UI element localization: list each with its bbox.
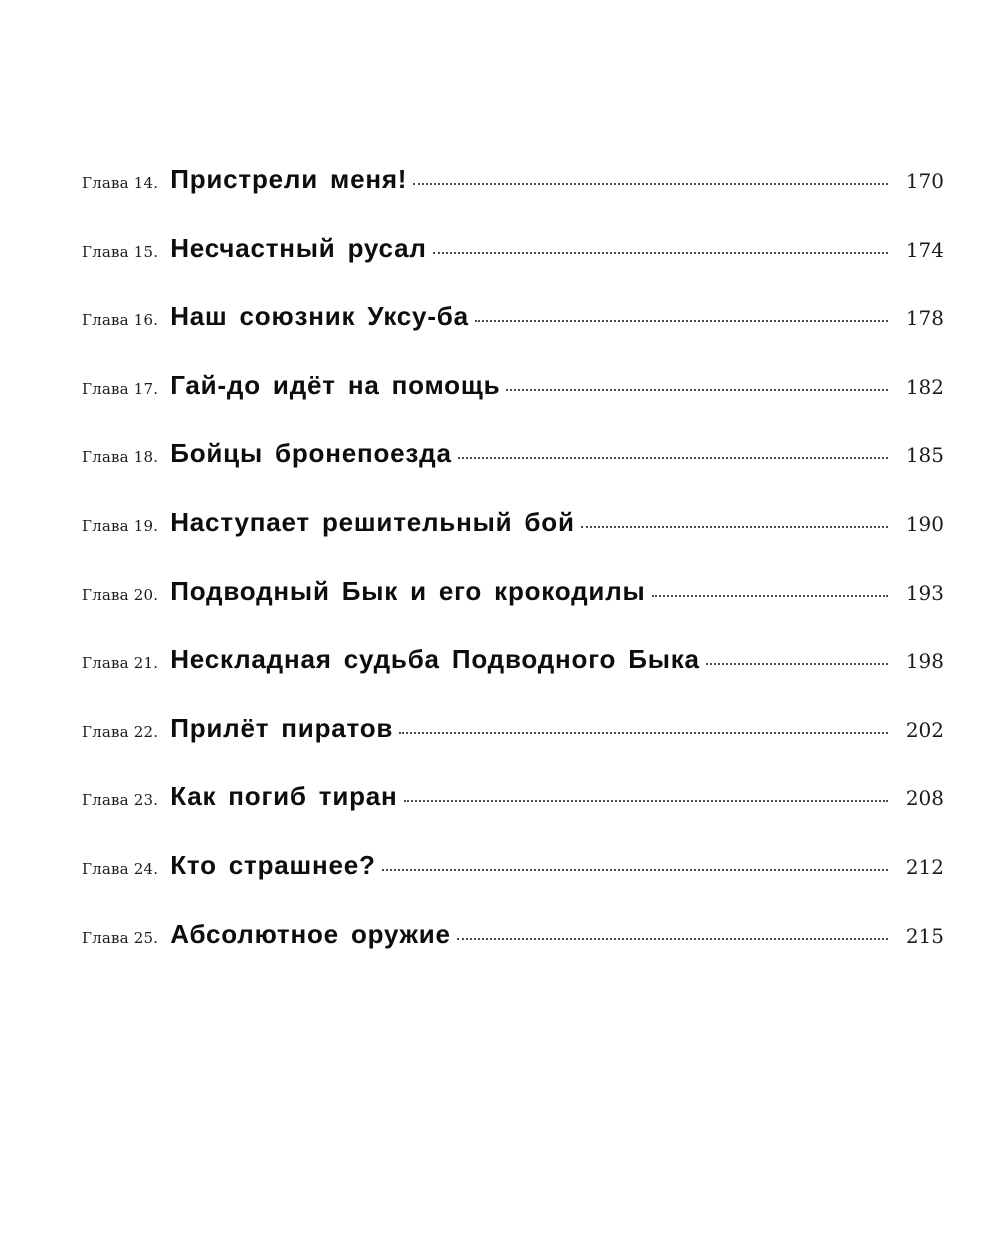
chapter-label: Глава 14. <box>82 174 159 192</box>
page-number: 178 <box>905 306 944 331</box>
dot-leader <box>382 869 888 871</box>
chapter-title: Как погиб тиран <box>170 781 398 812</box>
page-number: 182 <box>905 374 944 399</box>
chapter-title: Несчастный русал <box>170 232 427 263</box>
dot-leader <box>457 938 888 940</box>
chapter-label: Глава 20. <box>82 585 159 604</box>
chapter-label: Глава 23. <box>82 791 159 810</box>
chapter-label: Глава 25. <box>82 928 159 947</box>
chapter-label: Глава 15. <box>82 242 159 261</box>
toc-entry-23[interactable] <box>82 781 944 850</box>
chapter-label: Глава 19. <box>82 516 159 535</box>
toc-entry-21[interactable] <box>82 644 944 713</box>
toc-entry-15[interactable] <box>82 233 944 302</box>
page-number: 215 <box>905 923 944 948</box>
chapter-title: Нескладная судьба Подводного Быка <box>170 644 700 675</box>
chapter-label: Глава 21. <box>82 654 159 673</box>
toc-entry-18[interactable] <box>82 438 944 507</box>
page-number: 185 <box>905 443 944 468</box>
chapter-title: Наш союзник Уксу-ба <box>170 301 469 332</box>
page-number: 174 <box>905 237 944 262</box>
dot-leader <box>458 457 888 459</box>
dot-leader <box>404 800 888 802</box>
chapter-title: Пристрели меня! <box>170 164 408 194</box>
dot-leader <box>399 732 888 734</box>
page-number: 198 <box>905 649 944 674</box>
page-number: 202 <box>905 717 944 742</box>
dot-leader <box>413 183 888 185</box>
toc-entry-22[interactable] <box>82 713 944 782</box>
page-number: 190 <box>905 511 944 536</box>
toc-entry-24[interactable] <box>82 850 944 919</box>
toc-entry-14[interactable] <box>82 164 944 233</box>
chapter-label: Глава 18. <box>82 448 159 467</box>
toc-entry-19[interactable] <box>82 507 944 576</box>
dot-leader <box>652 595 888 597</box>
toc-entry-25[interactable] <box>82 919 944 988</box>
dot-leader <box>706 663 888 665</box>
chapter-title: Кто страшнее? <box>170 849 376 880</box>
chapter-title: Наступает решительный бой <box>170 506 575 537</box>
chapter-label: Глава 22. <box>82 722 159 741</box>
dot-leader <box>581 526 888 528</box>
page-number: 193 <box>905 580 944 605</box>
chapter-title: Абсолютное оружие <box>170 918 451 949</box>
chapter-title: Бойцы бронепоезда <box>170 438 452 469</box>
page-number: 208 <box>905 786 944 811</box>
toc-entry-20[interactable] <box>82 576 944 645</box>
chapter-label: Глава 17. <box>82 379 159 398</box>
table-of-contents <box>82 164 944 987</box>
chapter-title: Подводный Бык и его крокодилы <box>170 575 646 606</box>
toc-entry-16[interactable] <box>82 301 944 370</box>
toc-entry-17[interactable] <box>82 370 944 439</box>
dot-leader <box>433 252 888 254</box>
chapter-title: Гай-до идёт на помощь <box>170 369 501 400</box>
chapter-label: Глава 16. <box>82 311 159 330</box>
dot-leader <box>506 389 888 391</box>
page-number: 212 <box>905 854 944 879</box>
chapter-title: Прилёт пиратов <box>170 712 394 743</box>
chapter-label: Глава 24. <box>82 859 159 878</box>
page-number: 170 <box>905 169 944 193</box>
dot-leader <box>475 320 888 322</box>
